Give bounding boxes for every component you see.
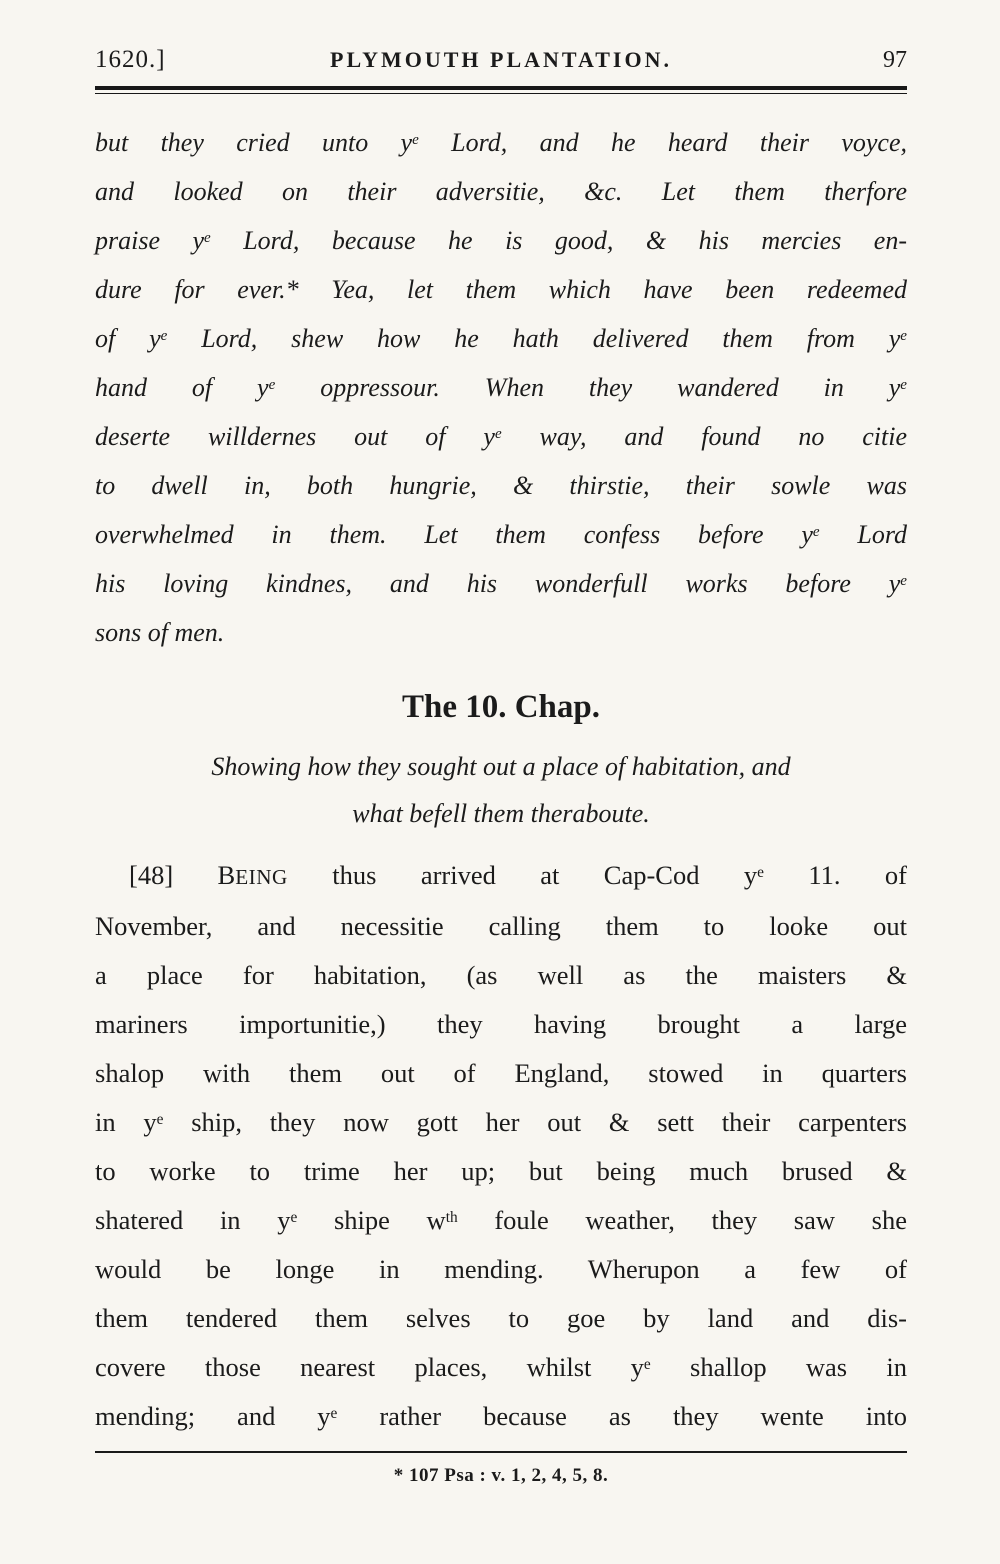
page-header [95, 46, 907, 74]
text-line: would be longe in mending. Wherupon a few of [95, 1254, 907, 1284]
text-line: deserte willdernes out of $y^e$ way, and found no citie [95, 422, 908, 451]
text-line: mariners importunitie,) they having brought a large [95, 1009, 907, 1039]
text-line: mending; and $y^e$ rather because as they wente into [95, 1401, 907, 1431]
text-line: [48] BEING thus arrived at Cap-Cod $y^e$ 11. of [129, 860, 907, 890]
text-line: sons of men. [95, 618, 225, 647]
text-line: and looked on their adversitie, &c. Let them therfore [95, 177, 907, 206]
body-paragraph [95, 851, 907, 1441]
text-line: dure for ever.* Yea, let them which have been redeemed [95, 275, 907, 304]
page-year-label: 1620.] [95, 46, 166, 73]
running-title: PLYMOUTH PLANTATION. [330, 47, 672, 72]
text-line: hand of $y^e$ oppressour. When they wandered in $y^e$ [95, 373, 907, 402]
footnote-rule [95, 1451, 907, 1453]
text-line: in $y^e$ ship, they now gott her out & sett their carpenters [95, 1107, 907, 1137]
text-line: to worke to trime her up; but being much brused & [95, 1156, 907, 1186]
psalm-passage [95, 118, 907, 657]
text-line: what befell them theraboute. [352, 799, 650, 828]
header-rule [95, 86, 907, 94]
chapter-subtitle [95, 743, 907, 837]
text-line: to dwell in, both hungrie, & thirstie, their sowle was [95, 471, 907, 500]
text-line: covere those nearest places, whilst $y^e$ shallop was in [95, 1352, 907, 1382]
text-line: but they cried unto $y^e$ Lord, and he heard their voyce, [95, 128, 907, 157]
footnote: * 107 Psa : v. 1, 2, 4, 5, 8. [393, 1465, 609, 1486]
text-line: a place for habitation, (as well as the maisters & [95, 960, 907, 990]
text-line: November, and necessitie calling them to looke out [95, 911, 907, 941]
text-line: his loving kindnes, and his wonderfull works before $y^e$ [95, 569, 907, 598]
chapter-heading: The 10. Chap. [401, 689, 601, 725]
text-line: shatered in $y^e$ shipe $w^{th}$ foule weather, they saw she [95, 1205, 907, 1235]
text-line: overwhelmed in them. Let them confess before $y^e$ Lord [95, 520, 907, 549]
text-line: shalop with them out of England, stowed in quarters [95, 1058, 907, 1088]
text-line: praise $y^e$ Lord, because he is good, & his mercies en- [95, 226, 907, 255]
text-line: Showing how they sought out a place of habitation, and [211, 752, 791, 781]
page-number: 97 [883, 47, 907, 73]
text-line: of $y^e$ Lord, shew how he hath delivered them from $y^e$ [95, 324, 907, 353]
text-line: them tendered them selves to goe by land and dis- [95, 1303, 907, 1333]
